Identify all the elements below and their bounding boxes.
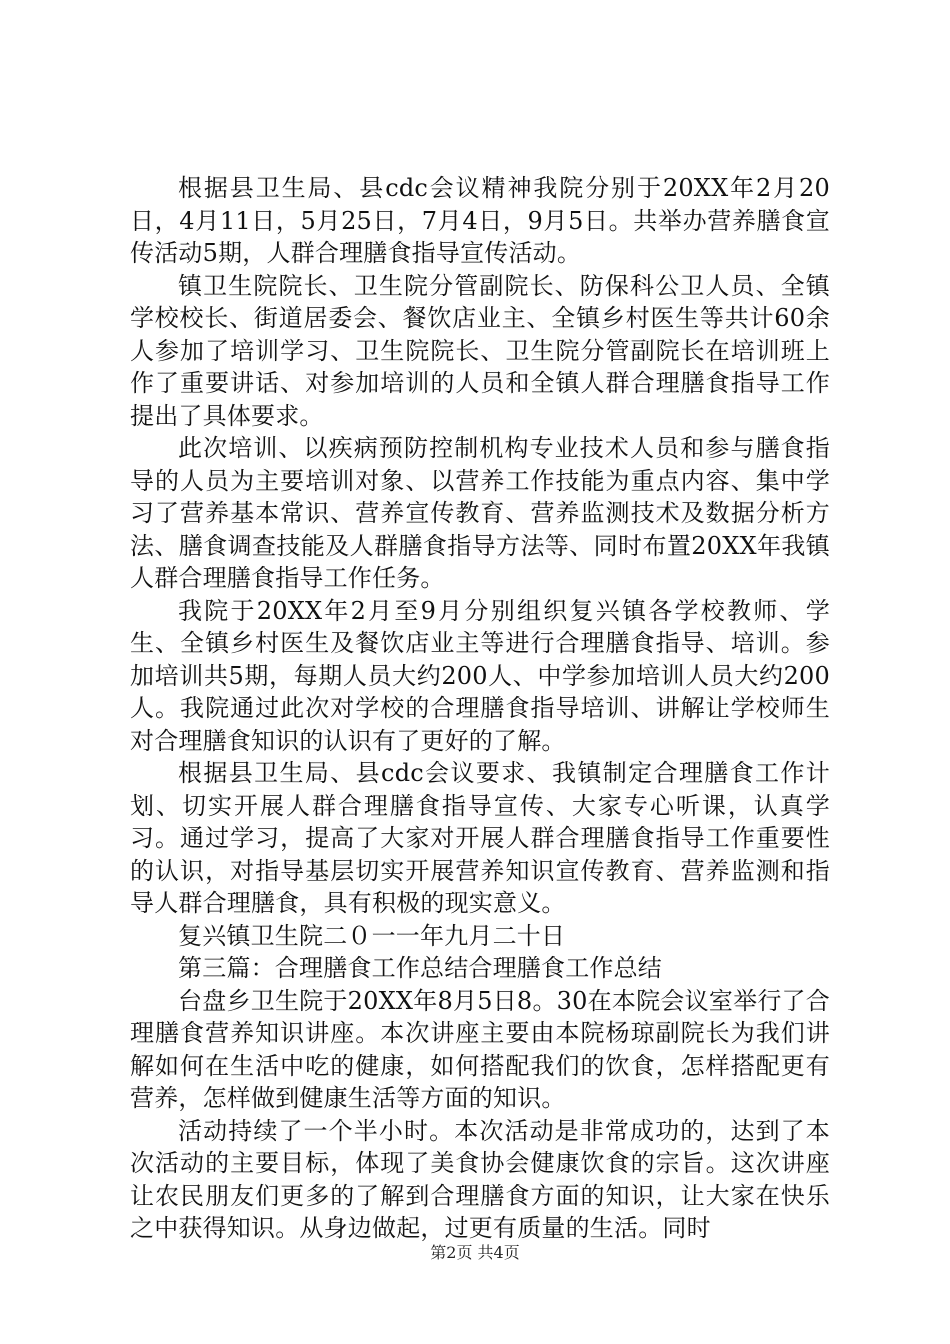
paragraph-6: 台盘乡卫生院于20XX年8月5日8。30在本院会议室举行了合理膳食营养知识讲座。本次讲座主要由本院杨琼副院长为我们讲解如何在生活中吃的健康，如何搭配我们的饮食，怎样搭配更有营养，怎样做到健康生活等方面的知识。 xyxy=(130,986,830,1112)
page-footer: 第2页 共4页 xyxy=(430,1243,520,1262)
paragraph-4: 我院于20XX年2月至9月分别组织复兴镇各学校教师、学生、全镇乡村医生及餐饮店业主等进行合理膳食指导、培训。参加培训共5期，每期人员大约200人、中学参加培训人员大约200人。我院通过此次对学校的合理膳食指导培训、讲解让学校师生对合理膳食知识的认识有了更好的了解。 xyxy=(130,596,830,755)
document-body xyxy=(130,172,830,1245)
paragraph-1: 根据县卫生局、县cdc会议精神我院分别于20XX年2月20日，4月11日，5月25日，7月4日，9月5日。共举办营养膳食宣传活动5期，人群合理膳食指导宣传活动。 xyxy=(130,174,830,267)
section-heading: 第三篇：合理膳食工作总结合理膳食工作总结 xyxy=(178,954,662,982)
paragraph-3: 此次培训、以疾病预防控制机构专业技术人员和参与膳食指导的人员为主要培训对象、以营养工作技能为重点内容、集中学习了营养基本常识、营养宣传教育、营养监测技术及数据分析方法、膳食调查技能及人群膳食指导方法等、同时布置20XX年我镇人群合理膳食指导工作任务。 xyxy=(130,434,830,592)
paragraph-2: 镇卫生院院长、卫生院分管副院长、防保科公卫人员、全镇学校校长、街道居委会、餐饮店业主、全镇乡村医生等共计60余人参加了培训学习、卫生院院长、卫生院分管副院长在培训班上作了重要讲话、对参加培训的人员和全镇人群合理膳食指导工作提出了具体要求。 xyxy=(130,271,830,430)
signature-line: 复兴镇卫生院二０一一年九月二十日 xyxy=(178,921,566,950)
paragraph-5: 根据县卫生局、县cdc会议要求、我镇制定合理膳食工作计划、切实开展人群合理膳食指导宣传、大家专心听课，认真学习。通过学习，提高了大家对开展人群合理膳食指导工作重要性的认识，对指导基层切实开展营养知识宣传教育、营养监测和指导人群合理膳食，具有积极的现实意义。 xyxy=(130,759,830,917)
paragraph-7: 活动持续了一个半小时。本次活动是非常成功的，达到了本次活动的主要目标，体现了美食协会健康饮食的宗旨。这次讲座让农民朋友们更多的了解到合理膳食方面的知识，让大家在快乐之中获得知识。从身边做起，过更有质量的生活。同时 xyxy=(130,1116,830,1242)
